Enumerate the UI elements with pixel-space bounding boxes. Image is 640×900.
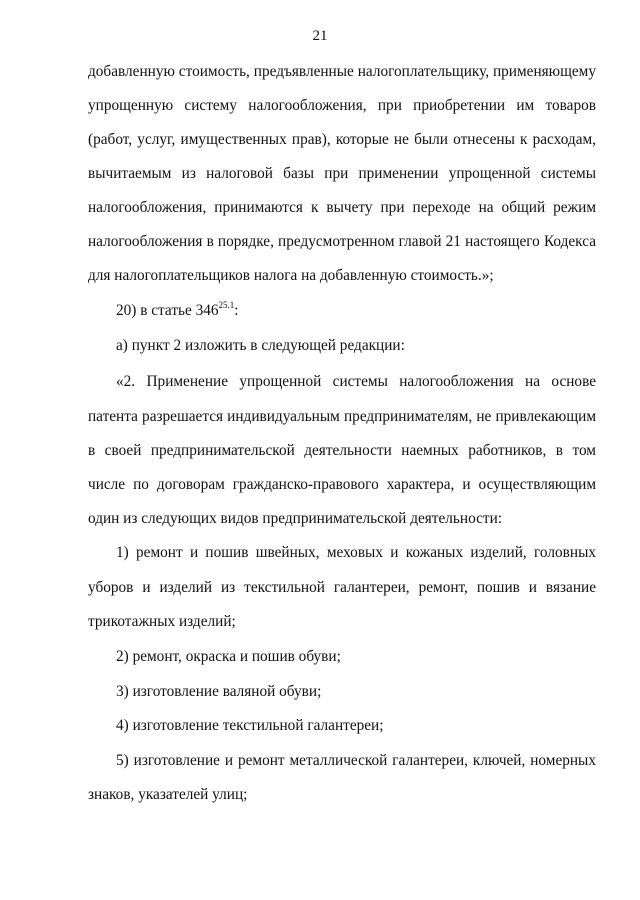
text-line: [116, 751, 596, 771]
line-text: налогообложения в порядке, предусмотренном главой 21 настоящего Кодекса: [88, 233, 596, 250]
line-text: налогообложения, принимаются к вычету при переходе на общий режим: [88, 199, 596, 216]
text-line: [88, 578, 596, 598]
line-text: добавленную стоимость, предъявленные налогоплательщику, применяющему: [88, 63, 596, 80]
line-text: упрощенную систему налогообложения, при приобретении им товаров: [88, 97, 596, 114]
text-line: [88, 441, 596, 461]
text-line: [116, 647, 596, 667]
line-text: вычитаемым из налоговой базы при применении упрощенной системы: [88, 165, 596, 182]
text-line: [88, 232, 596, 252]
line-text: 20) в статье 346: [116, 302, 219, 319]
line-text: 1) ремонт и пошив швейных, меховых и кожаных изделий, головных: [116, 544, 596, 561]
line-text: 4) изготовление текстильной галантереи;: [116, 717, 384, 734]
text-line: [116, 716, 596, 736]
text-line: [116, 543, 596, 563]
text-line: [116, 301, 596, 321]
text-line: [88, 266, 596, 286]
line-text: (работ, услуг, имущественных прав), которые не были отнесены к расходам,: [88, 131, 596, 148]
line-text: знаков, указателей улиц;: [88, 786, 248, 803]
text-line: [88, 509, 596, 529]
line-text-suffix: :: [234, 302, 239, 319]
text-line: [88, 130, 596, 150]
text-line: [88, 407, 596, 427]
text-line: [116, 372, 596, 392]
line-text: «2. Применение упрощенной системы налогообложения на основе: [116, 373, 596, 390]
text-line: [88, 164, 596, 184]
line-text: числе по договорам гражданско-правового характера, и осуществляющим: [88, 476, 596, 493]
line-text: патента разрешается индивидуальным предпринимателям, не привлекающим: [88, 408, 596, 425]
line-text: трикотажных изделий;: [88, 613, 236, 630]
text-line: [116, 682, 596, 702]
line-text: один из следующих видов предпринимательской деятельности:: [88, 510, 503, 527]
line-text: 3) изготовление валяной обуви;: [116, 683, 322, 700]
line-text: уборов и изделий из текстильной галантереи, ремонт, пошив и вязание: [88, 579, 596, 596]
line-text: а) пункт 2 изложить в следующей редакции:: [116, 337, 405, 354]
text-line: [88, 62, 596, 82]
line-text: в своей предпринимательской деятельности наемных работников, в том: [88, 442, 596, 459]
superscript: 25.1: [218, 300, 235, 310]
text-line: [88, 198, 596, 218]
page-number: 21: [312, 28, 328, 44]
line-text: 5) изготовление и ремонт металлической галантереи, ключей, номерных: [116, 752, 596, 769]
text-line: [88, 785, 596, 805]
line-text: для налогоплательщиков налога на добавленную стоимость.»;: [88, 267, 494, 284]
text-line: [116, 336, 596, 356]
text-line: [88, 612, 596, 632]
text-line: [88, 96, 596, 116]
text-line: [88, 475, 596, 495]
line-text: 2) ремонт, окраска и пошив обуви;: [116, 648, 341, 665]
